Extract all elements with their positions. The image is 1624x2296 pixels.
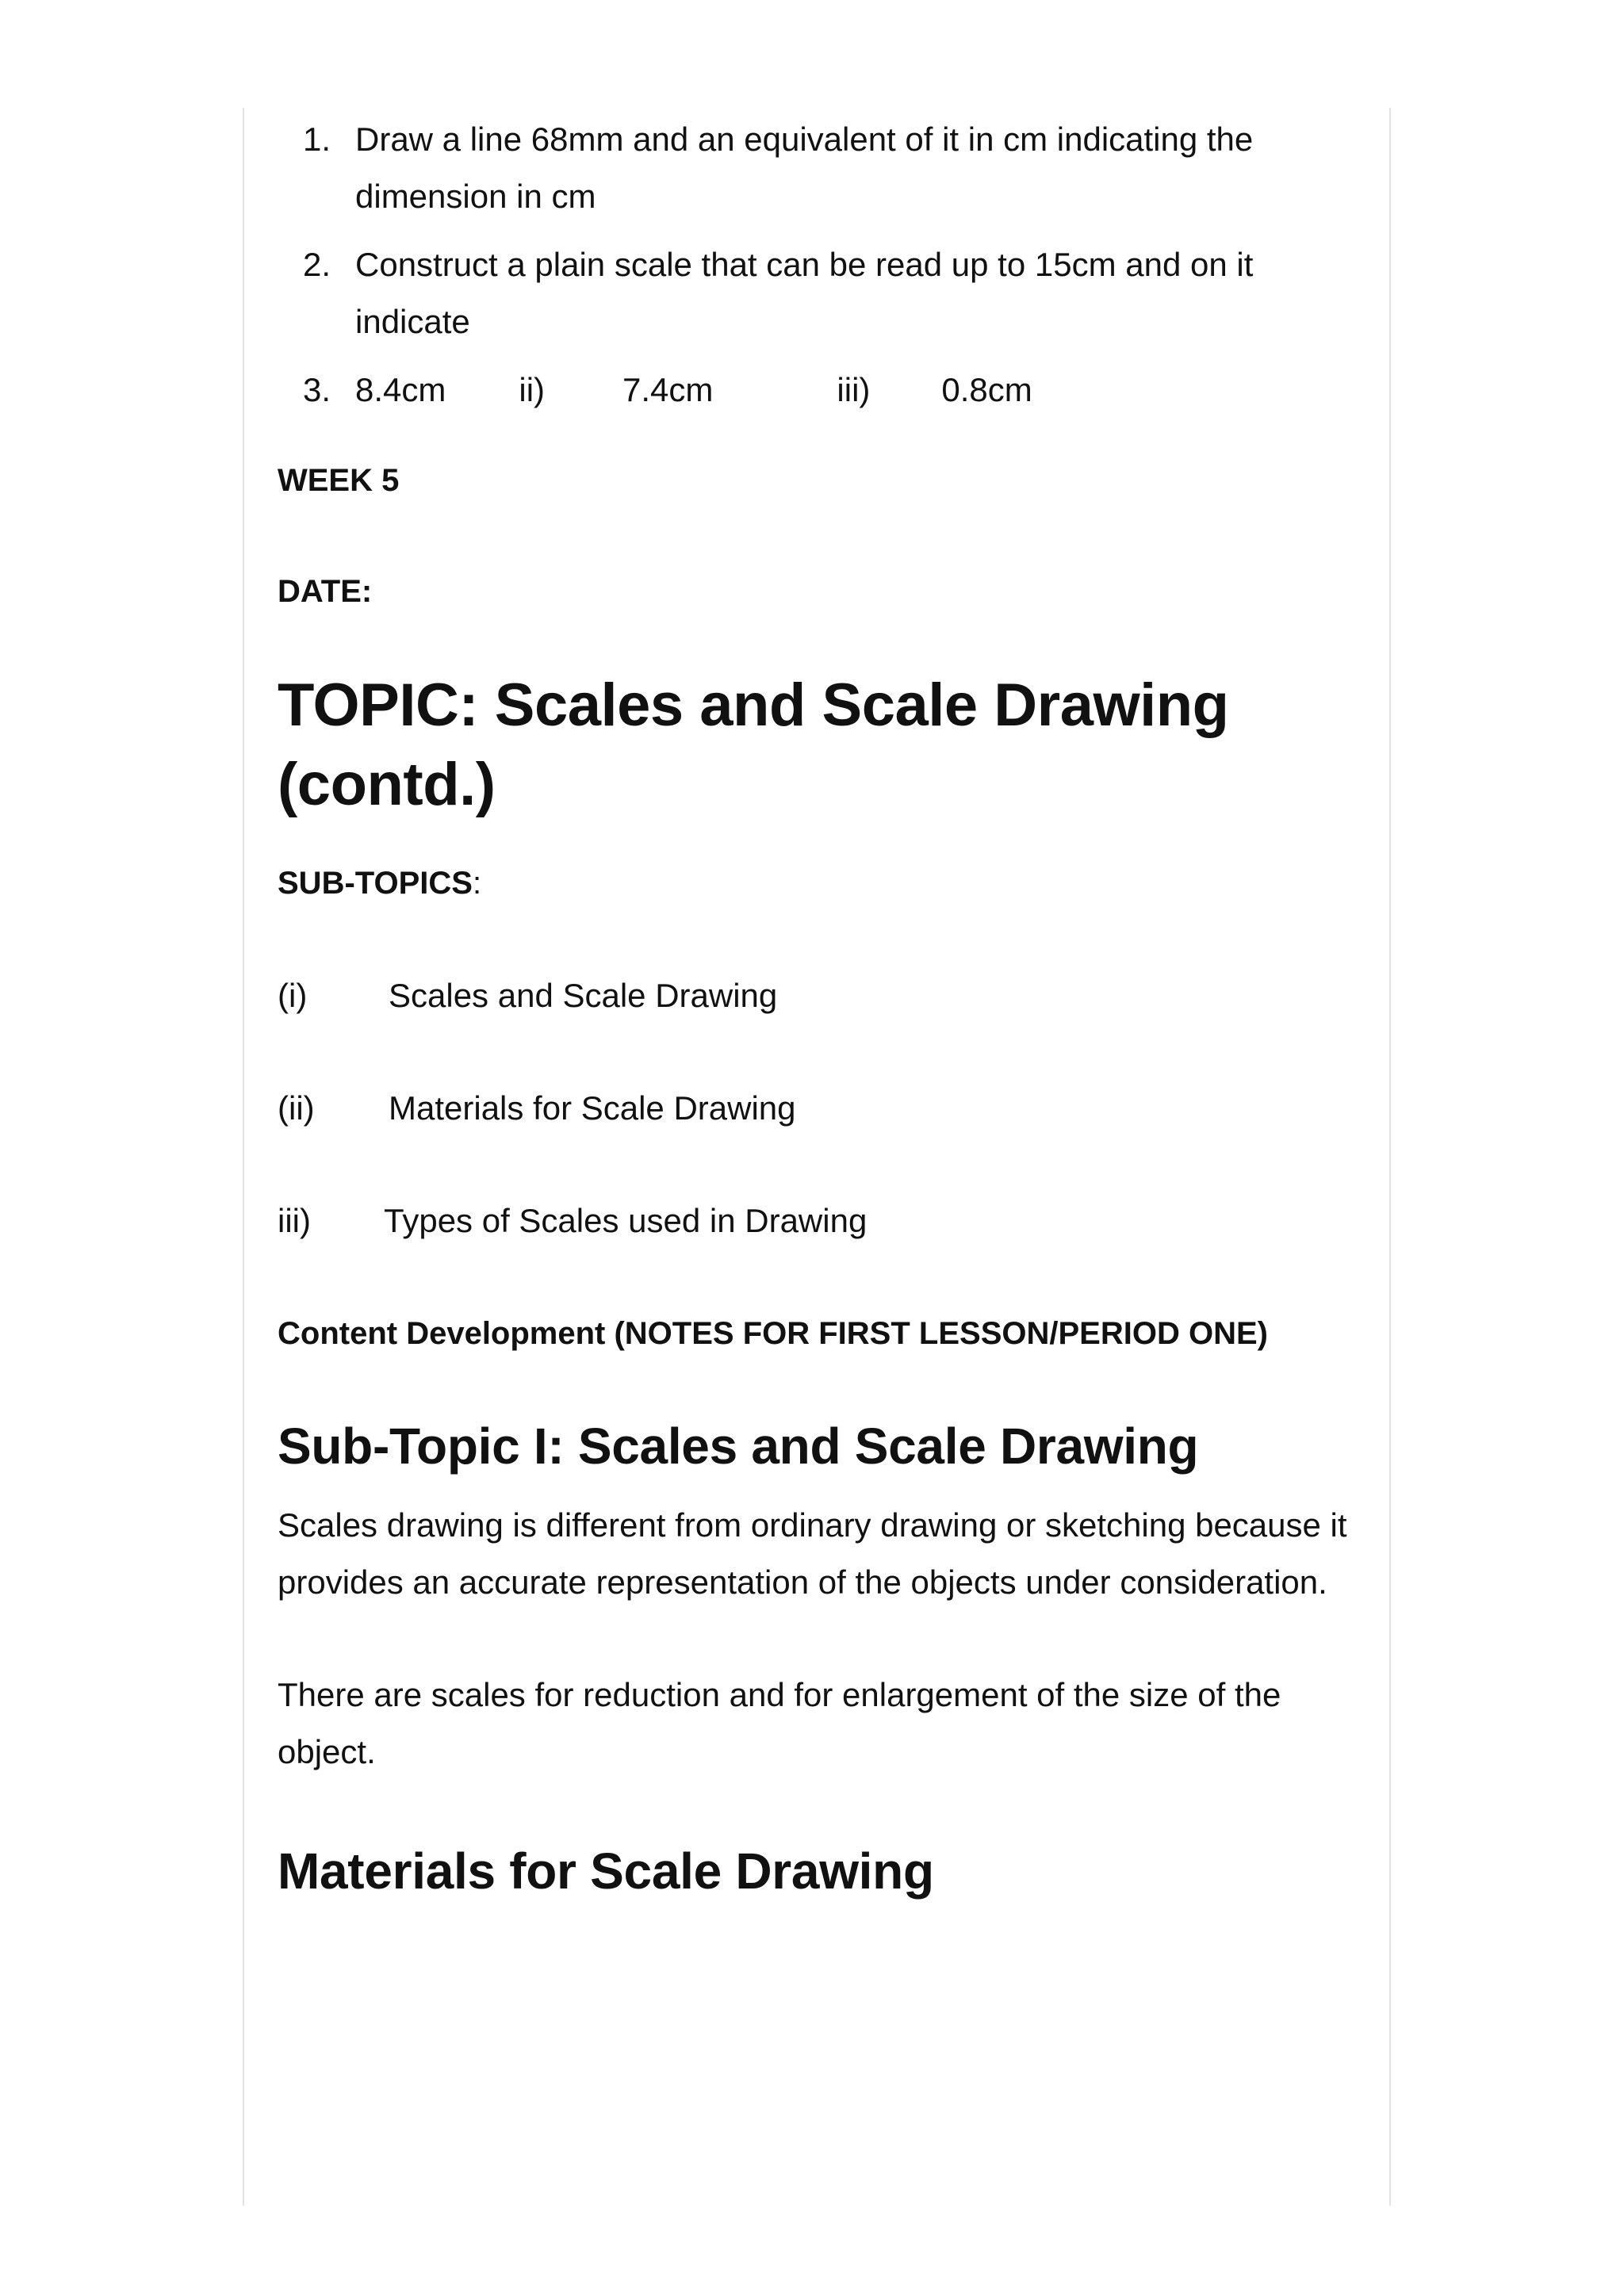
subtopic-numeral: (i) xyxy=(278,977,308,1014)
topic-title-line: TOPIC: Scales and Scale Drawing xyxy=(278,672,1229,739)
option-label: ii) xyxy=(519,371,546,408)
option-value: 7.4cm xyxy=(622,371,714,408)
list-number: 2. xyxy=(303,246,331,283)
list-number: 1. xyxy=(303,121,331,158)
section-heading: Materials for Scale Drawing xyxy=(278,1843,934,1900)
subtopic-text: Types of Scales used in Drawing xyxy=(384,1202,868,1239)
date-label: DATE: xyxy=(278,574,373,609)
list-item-text: Construct a plain scale that can be read up to 15cm and on it indicate xyxy=(355,246,1254,340)
option-value: 0.8cm xyxy=(941,371,1032,408)
subtopics-colon: : xyxy=(472,866,482,901)
list-item xyxy=(278,236,1364,350)
section-heading: Sub-Topic I: Scales and Scale Drawing xyxy=(278,1418,1199,1475)
week-label: WEEK 5 xyxy=(278,463,400,498)
list-number: 3. xyxy=(303,371,331,408)
option-value: 8.4cm xyxy=(355,371,446,408)
subtopic-numeral: (ii) xyxy=(278,1089,315,1127)
subtopic-item xyxy=(278,1085,1364,1132)
exercise-list xyxy=(278,111,1364,419)
subtopics-label-text: SUB-TOPICS xyxy=(278,866,473,901)
option-label: iii) xyxy=(837,371,871,408)
paragraph: Scales drawing is different from ordinary drawing or sketching because it provides an accurate representation of the objects under consideration. xyxy=(278,1506,1347,1601)
document-content xyxy=(278,111,1364,1904)
subtopic-text: Scales and Scale Drawing xyxy=(389,977,778,1014)
content-development-label: Content Development (NOTES FOR FIRST LESSON/PERIOD ONE) xyxy=(278,1316,1268,1351)
list-item-text: Draw a line 68mm and an equivalent of it in cm indicating the dimension in cm xyxy=(355,121,1254,215)
list-item xyxy=(278,111,1364,225)
subtopics-label xyxy=(278,859,1364,907)
topic-title xyxy=(278,666,1364,825)
subtopic-item xyxy=(278,972,1364,1020)
list-item xyxy=(278,362,1364,419)
subtopic-numeral: iii) xyxy=(278,1202,311,1239)
paragraph: There are scales for reduction and for enlargement of the size of the object. xyxy=(278,1676,1281,1770)
topic-title-line: (contd.) xyxy=(278,751,496,818)
subtopic-item xyxy=(278,1197,1364,1245)
subtopic-text: Materials for Scale Drawing xyxy=(389,1089,796,1127)
